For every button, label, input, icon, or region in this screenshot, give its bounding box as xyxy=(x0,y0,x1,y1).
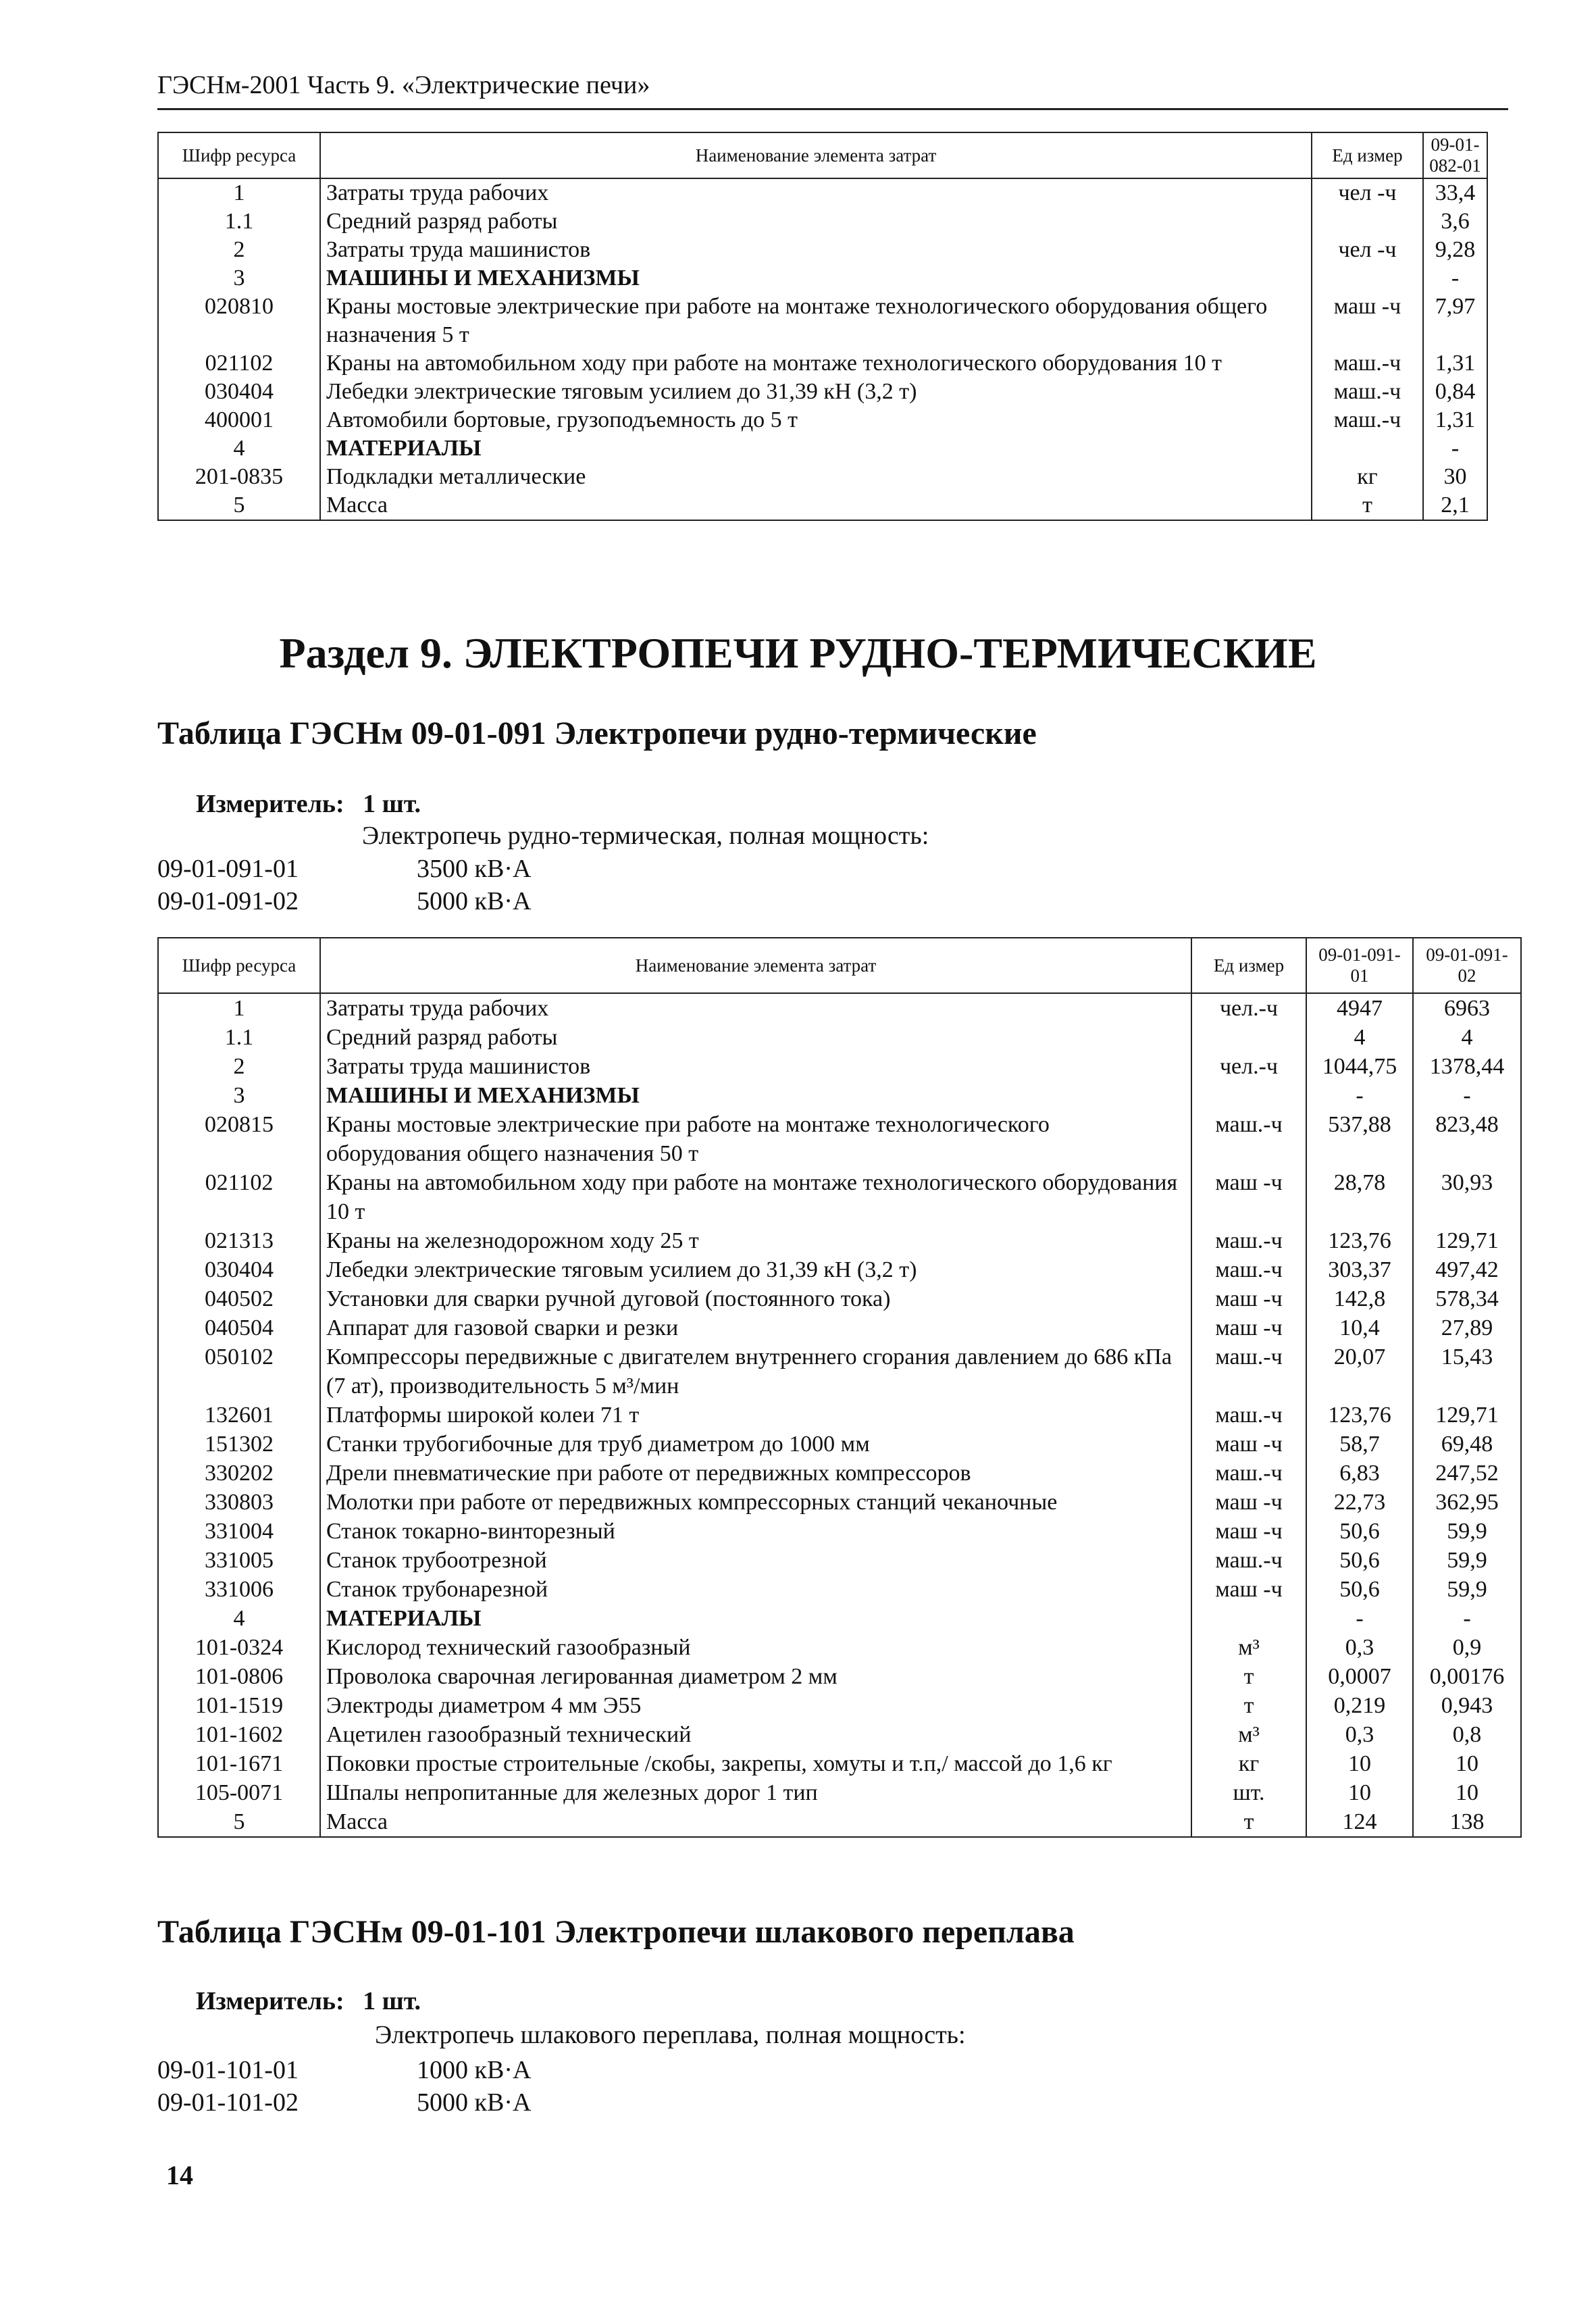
table-row xyxy=(158,1691,1521,1720)
norm-value: 123,76 xyxy=(1306,1226,1413,1255)
table-row xyxy=(158,1778,1521,1807)
running-header: ГЭСНм-2001 Часть 9. «Электрические печи» xyxy=(157,71,650,99)
norm-value: 22,73 xyxy=(1306,1488,1413,1517)
norm-value: 0,00176 xyxy=(1413,1662,1521,1691)
norm-value: 50,6 xyxy=(1306,1575,1413,1604)
resource-code: 050102 xyxy=(158,1342,320,1401)
table-row xyxy=(158,1546,1521,1575)
cost-element-name: Автомобили бортовые, грузоподъемность до 5 т xyxy=(320,406,1312,434)
unit-cell: м³ xyxy=(1191,1633,1306,1662)
norm-value: 30 xyxy=(1423,463,1487,491)
cost-element-name: Краны мостовые электрические при работе на монтаже технологического оборудования общего назначения 5 т xyxy=(320,293,1312,349)
table-row xyxy=(158,1459,1521,1488)
header-norm-code: 09-01-091-01 xyxy=(1306,938,1413,993)
table-row xyxy=(158,1284,1521,1313)
unit-cell: чел -ч xyxy=(1312,178,1423,207)
resource-table-body xyxy=(158,993,1521,1837)
table-row xyxy=(158,293,1487,349)
resource-code: 040504 xyxy=(158,1313,320,1342)
cost-element-name: Станок токарно-винторезный xyxy=(320,1517,1191,1546)
resource-code: 331005 xyxy=(158,1546,320,1575)
norm-value: 247,52 xyxy=(1413,1459,1521,1488)
unit-cell: маш -ч xyxy=(1191,1488,1306,1517)
norm-value: - xyxy=(1413,1081,1521,1110)
unit-cell: маш.-ч xyxy=(1191,1226,1306,1255)
resource-code: 5 xyxy=(158,491,320,520)
resource-code: 4 xyxy=(158,1604,320,1633)
unit-cell xyxy=(1312,264,1423,293)
unit-cell: т xyxy=(1191,1662,1306,1691)
cost-element-name: Проволока сварочная легированная диаметром 2 мм xyxy=(320,1662,1191,1691)
unit-cell: маш -ч xyxy=(1191,1313,1306,1342)
norm-value: 10 xyxy=(1306,1749,1413,1778)
table-row xyxy=(158,1313,1521,1342)
cost-element-name: Установки для сварки ручной дуговой (постоянного тока) xyxy=(320,1284,1191,1313)
resource-code: 105-0071 xyxy=(158,1778,320,1807)
header-resource-code: Шифр ресурса xyxy=(158,938,320,993)
norm-value: 0,0007 xyxy=(1306,1662,1413,1691)
header-norm-code: 09-01-091-02 xyxy=(1413,938,1521,993)
header-resource-code: Шифр ресурса xyxy=(158,132,320,178)
table-row xyxy=(158,406,1487,434)
norm-description: Электропечь шлакового переплава, полная мощность: xyxy=(375,2021,966,2049)
resource-code: 1.1 xyxy=(158,207,320,236)
unit-cell: маш.-ч xyxy=(1312,378,1423,406)
norm-value: 123,76 xyxy=(1306,1401,1413,1430)
norm-value: 0,84 xyxy=(1423,378,1487,406)
norm-value: 10 xyxy=(1413,1749,1521,1778)
table-row xyxy=(158,1575,1521,1604)
meter-value: 1 шт. xyxy=(363,1987,421,2015)
table-row xyxy=(158,434,1487,463)
unit-cell: маш -ч xyxy=(1312,293,1423,349)
norm-description: Электропечь рудно-термическая, полная мощность: xyxy=(362,822,929,850)
norm-code: 09-01-091-02 xyxy=(157,887,299,915)
cost-element-name: Средний разряд работы xyxy=(320,1023,1191,1052)
table-row xyxy=(158,1023,1521,1052)
norm-value: 2,1 xyxy=(1423,491,1487,520)
cost-element-name: Лебедки электрические тяговым усилием до 31,39 кН (3,2 т) xyxy=(320,378,1312,406)
norm-value: 1,31 xyxy=(1423,406,1487,434)
header-cost-element: Наименование элемента затрат xyxy=(320,938,1191,993)
resource-code: 5 xyxy=(158,1807,320,1837)
norm-value: 142,8 xyxy=(1306,1284,1413,1313)
cost-element-name: Аппарат для газовой сварки и резки xyxy=(320,1313,1191,1342)
norm-value: 0,8 xyxy=(1413,1720,1521,1749)
norm-value: 0,943 xyxy=(1413,1691,1521,1720)
norm-value: 1378,44 xyxy=(1413,1052,1521,1081)
cost-element-name: Станок трубонарезной xyxy=(320,1575,1191,1604)
cost-element-name: Станок трубоотрезной xyxy=(320,1546,1191,1575)
norm-value: 59,9 xyxy=(1413,1575,1521,1604)
unit-cell: маш.-ч xyxy=(1191,1110,1306,1168)
norm-code: 09-01-091-01 xyxy=(157,855,299,883)
unit-cell: маш.-ч xyxy=(1191,1255,1306,1284)
unit-cell: маш -ч xyxy=(1191,1517,1306,1546)
norm-code: 09-01-101-02 xyxy=(157,2088,299,2117)
unit-cell: маш.-ч xyxy=(1191,1546,1306,1575)
table-row xyxy=(158,264,1487,293)
cost-element-name: МАШИНЫ И МЕХАНИЗМЫ xyxy=(320,264,1312,293)
section-title: Раздел 9. ЭЛЕКТРОПЕЧИ РУДНО-ТЕРМИЧЕСКИЕ xyxy=(279,629,1317,677)
table-row xyxy=(158,1081,1521,1110)
unit-cell: м³ xyxy=(1191,1720,1306,1749)
norm-value: 0,219 xyxy=(1306,1691,1413,1720)
resource-code: 330202 xyxy=(158,1459,320,1488)
cost-element-name: Электроды диаметром 4 мм Э55 xyxy=(320,1691,1191,1720)
cost-element-name: Краны на автомобильном ходу при работе на монтаже технологического оборудования 10 т xyxy=(320,1168,1191,1226)
table-row xyxy=(158,993,1521,1023)
unit-cell: маш.-ч xyxy=(1312,406,1423,434)
header-divider xyxy=(157,108,1508,110)
table-row xyxy=(158,463,1487,491)
table-row xyxy=(158,1110,1521,1168)
cost-element-name: МАШИНЫ И МЕХАНИЗМЫ xyxy=(320,1081,1191,1110)
cost-element-name: Масса xyxy=(320,1807,1191,1837)
norm-value: 10,4 xyxy=(1306,1313,1413,1342)
unit-cell: маш -ч xyxy=(1191,1168,1306,1226)
page-number: 14 xyxy=(166,2160,193,2190)
resource-code: 101-1602 xyxy=(158,1720,320,1749)
unit-cell: кг xyxy=(1191,1749,1306,1778)
unit-cell: т xyxy=(1312,491,1423,520)
norm-value: 303,37 xyxy=(1306,1255,1413,1284)
cost-element-name: Кислород технический газообразный xyxy=(320,1633,1191,1662)
cost-element-name: Средний разряд работы xyxy=(320,207,1312,236)
norm-value: 1044,75 xyxy=(1306,1052,1413,1081)
norm-value: 9,28 xyxy=(1423,236,1487,264)
norm-value: - xyxy=(1413,1604,1521,1633)
resource-code: 030404 xyxy=(158,1255,320,1284)
cost-element-name: Дрели пневматические при работе от передвижных компрессоров xyxy=(320,1459,1191,1488)
resource-code: 1 xyxy=(158,178,320,207)
norm-value: 4947 xyxy=(1306,993,1413,1023)
norm-value: 0,3 xyxy=(1306,1720,1413,1749)
table-row xyxy=(158,1052,1521,1081)
norm-value: 578,34 xyxy=(1413,1284,1521,1313)
cost-element-name: Платформы широкой колеи 71 т xyxy=(320,1401,1191,1430)
table-row xyxy=(158,1255,1521,1284)
norm-value: - xyxy=(1423,264,1487,293)
norm-value: 50,6 xyxy=(1306,1546,1413,1575)
table-row xyxy=(158,1517,1521,1546)
norm-value: 1,31 xyxy=(1423,349,1487,378)
norm-value: 0,9 xyxy=(1413,1633,1521,1662)
norm-power: 3500 кВ·А xyxy=(417,855,532,883)
cost-element-name: МАТЕРИАЛЫ xyxy=(320,434,1312,463)
table-row xyxy=(158,1342,1521,1401)
norm-power: 1000 кВ·А xyxy=(417,2056,532,2084)
unit-cell: чел.-ч xyxy=(1191,1052,1306,1081)
cost-element-name: Подкладки металлические xyxy=(320,463,1312,491)
table-row xyxy=(158,1604,1521,1633)
cost-element-name: Затраты труда рабочих xyxy=(320,178,1312,207)
norm-power: 5000 кВ·А xyxy=(417,887,532,915)
unit-cell xyxy=(1191,1081,1306,1110)
unit-cell: маш -ч xyxy=(1191,1575,1306,1604)
resource-code: 101-1671 xyxy=(158,1749,320,1778)
resource-code: 020810 xyxy=(158,293,320,349)
resource-code: 400001 xyxy=(158,406,320,434)
cost-element-name: Краны на автомобильном ходу при работе на монтаже технологического оборудования 10 т xyxy=(320,349,1312,378)
resource-code: 101-1519 xyxy=(158,1691,320,1720)
norm-value: 6963 xyxy=(1413,993,1521,1023)
meter-label: Измеритель: 1 шт. xyxy=(196,1987,421,2015)
unit-cell: маш -ч xyxy=(1191,1430,1306,1459)
resource-code: 030404 xyxy=(158,378,320,406)
norm-value: 537,88 xyxy=(1306,1110,1413,1168)
unit-cell: маш -ч xyxy=(1191,1284,1306,1313)
table-row xyxy=(158,349,1487,378)
resource-code: 1.1 xyxy=(158,1023,320,1052)
norm-value: 59,9 xyxy=(1413,1517,1521,1546)
unit-cell xyxy=(1312,434,1423,463)
meter-value: 1 шт. xyxy=(363,790,421,818)
table-title-09-01-091: Таблица ГЭСНм 09-01-091 Электропечи рудно-термические xyxy=(157,715,1037,751)
header-unit: Ед измер xyxy=(1312,132,1423,178)
resource-code: 331006 xyxy=(158,1575,320,1604)
table-row xyxy=(158,1488,1521,1517)
resource-code: 151302 xyxy=(158,1430,320,1459)
norm-value: 129,71 xyxy=(1413,1226,1521,1255)
norm-value: 10 xyxy=(1413,1778,1521,1807)
cost-element-name: Станки трубогибочные для труб диаметром до 1000 мм xyxy=(320,1430,1191,1459)
norm-value: - xyxy=(1423,434,1487,463)
resource-table-body xyxy=(158,178,1487,520)
table-row xyxy=(158,1226,1521,1255)
table-row xyxy=(158,1633,1521,1662)
norm-value: - xyxy=(1306,1081,1413,1110)
norm-value: 58,7 xyxy=(1306,1430,1413,1459)
unit-cell: т xyxy=(1191,1691,1306,1720)
unit-cell xyxy=(1191,1604,1306,1633)
resource-table-09-01-091 xyxy=(157,937,1522,1838)
resource-code: 021102 xyxy=(158,1168,320,1226)
unit-cell: маш.-ч xyxy=(1312,349,1423,378)
table-row xyxy=(158,1807,1521,1837)
norm-value: 30,93 xyxy=(1413,1168,1521,1226)
header-unit: Ед измер xyxy=(1191,938,1306,993)
cost-element-name: Затраты труда машинистов xyxy=(320,1052,1191,1081)
norm-value: 7,97 xyxy=(1423,293,1487,349)
table-row xyxy=(158,236,1487,264)
resource-code: 201-0835 xyxy=(158,463,320,491)
resource-code: 330803 xyxy=(158,1488,320,1517)
norm-value: 0,3 xyxy=(1306,1633,1413,1662)
cost-element-name: Затраты труда рабочих xyxy=(320,993,1191,1023)
norm-value: 27,89 xyxy=(1413,1313,1521,1342)
cost-element-name: Молотки при работе от передвижных компрессорных станций чеканочные xyxy=(320,1488,1191,1517)
unit-cell: маш.-ч xyxy=(1191,1401,1306,1430)
resource-code: 021313 xyxy=(158,1226,320,1255)
resource-code: 4 xyxy=(158,434,320,463)
unit-cell xyxy=(1191,1023,1306,1052)
resource-code: 2 xyxy=(158,236,320,264)
resource-code: 2 xyxy=(158,1052,320,1081)
norm-value: 28,78 xyxy=(1306,1168,1413,1226)
norm-value: 59,9 xyxy=(1413,1546,1521,1575)
resource-table-09-01-082 xyxy=(157,132,1488,521)
resource-code: 101-0324 xyxy=(158,1633,320,1662)
norm-value: 50,6 xyxy=(1306,1517,1413,1546)
norm-value: 124 xyxy=(1306,1807,1413,1837)
norm-code: 09-01-101-01 xyxy=(157,2056,299,2084)
cost-element-name: Поковки простые строительные /скобы, закрепы, хомуты и т.п,/ массой до 1,6 кг xyxy=(320,1749,1191,1778)
cost-element-name: Ацетилен газообразный технический xyxy=(320,1720,1191,1749)
norm-value: 497,42 xyxy=(1413,1255,1521,1284)
cost-element-name: Лебедки электрические тяговым усилием до 31,39 кН (3,2 т) xyxy=(320,1255,1191,1284)
norm-value: 6,83 xyxy=(1306,1459,1413,1488)
norm-value: 20,07 xyxy=(1306,1342,1413,1401)
norm-value: 10 xyxy=(1306,1778,1413,1807)
norm-value: 823,48 xyxy=(1413,1110,1521,1168)
cost-element-name: Масса xyxy=(320,491,1312,520)
resource-code: 101-0806 xyxy=(158,1662,320,1691)
unit-cell: маш.-ч xyxy=(1191,1459,1306,1488)
unit-cell: т xyxy=(1191,1807,1306,1837)
unit-cell: чел -ч xyxy=(1312,236,1423,264)
table-row xyxy=(158,378,1487,406)
table-row xyxy=(158,1749,1521,1778)
cost-element-name: Компрессоры передвижные с двигателем внутреннего сгорания давлением до 686 кПа (7 ат), производительность 5 м³/мин xyxy=(320,1342,1191,1401)
table-title-09-01-101: Таблица ГЭСНм 09-01-101 Электропечи шлакового переплава xyxy=(157,1914,1075,1950)
norm-value: 69,48 xyxy=(1413,1430,1521,1459)
table-row xyxy=(158,491,1487,520)
norm-value: 4 xyxy=(1306,1023,1413,1052)
norm-value: 138 xyxy=(1413,1807,1521,1837)
resource-code: 021102 xyxy=(158,349,320,378)
norm-value: 3,6 xyxy=(1423,207,1487,236)
resource-code: 132601 xyxy=(158,1401,320,1430)
unit-cell: шт. xyxy=(1191,1778,1306,1807)
resource-code: 020815 xyxy=(158,1110,320,1168)
resource-code: 331004 xyxy=(158,1517,320,1546)
unit-cell xyxy=(1312,207,1423,236)
table-row xyxy=(158,1662,1521,1691)
table-row xyxy=(158,1401,1521,1430)
resource-code: 040502 xyxy=(158,1284,320,1313)
meter-label: Измеритель: 1 шт. xyxy=(196,790,421,818)
table-row xyxy=(158,1168,1521,1226)
norm-value: 362,95 xyxy=(1413,1488,1521,1517)
header-norm-code: 09-01-082-01 xyxy=(1423,132,1487,178)
resource-code: 1 xyxy=(158,993,320,1023)
table-row xyxy=(158,1720,1521,1749)
norm-value: 4 xyxy=(1413,1023,1521,1052)
norm-power: 5000 кВ·А xyxy=(417,2088,532,2117)
header-cost-element: Наименование элемента затрат xyxy=(320,132,1312,178)
cost-element-name: Шпалы непропитанные для железных дорог 1 тип xyxy=(320,1778,1191,1807)
norm-value: 129,71 xyxy=(1413,1401,1521,1430)
cost-element-name: Краны мостовые электрические при работе на монтаже технологического оборудования общего назначения 50 т xyxy=(320,1110,1191,1168)
norm-value: - xyxy=(1306,1604,1413,1633)
cost-element-name: Затраты труда машинистов xyxy=(320,236,1312,264)
resource-code: 3 xyxy=(158,1081,320,1110)
unit-cell: кг xyxy=(1312,463,1423,491)
table-row xyxy=(158,207,1487,236)
resource-code: 3 xyxy=(158,264,320,293)
table-row xyxy=(158,178,1487,207)
unit-cell: чел.-ч xyxy=(1191,993,1306,1023)
cost-element-name: МАТЕРИАЛЫ xyxy=(320,1604,1191,1633)
norm-value: 15,43 xyxy=(1413,1342,1521,1401)
norm-value: 33,4 xyxy=(1423,178,1487,207)
unit-cell: маш.-ч xyxy=(1191,1342,1306,1401)
cost-element-name: Краны на железнодорожном ходу 25 т xyxy=(320,1226,1191,1255)
table-row xyxy=(158,1430,1521,1459)
